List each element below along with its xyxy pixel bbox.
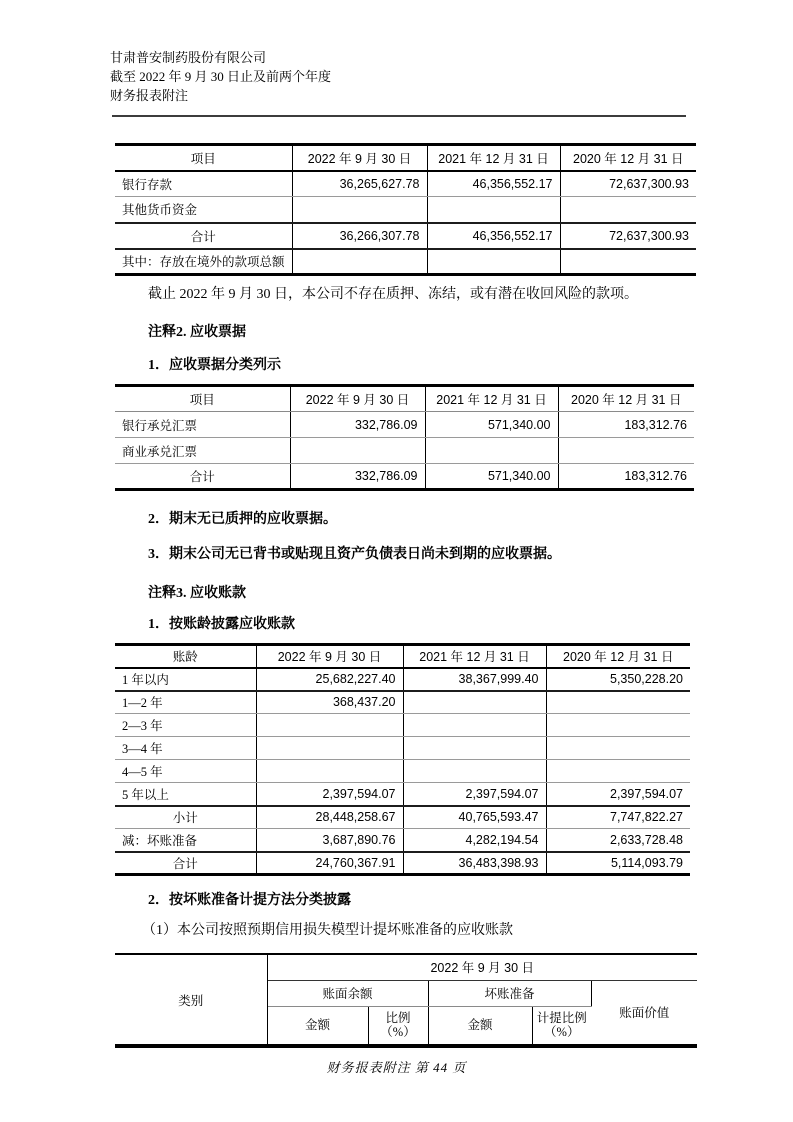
- table-row: [115, 829, 690, 852]
- col-header-aging: 账龄: [115, 645, 256, 668]
- amount-cell: 72,637,300.93: [560, 223, 696, 249]
- col-header-2020: 2020 年 12 月 31 日: [546, 645, 690, 668]
- amount-cell: [427, 249, 560, 275]
- amount-cell: [560, 197, 696, 223]
- amount-cell: [558, 438, 694, 464]
- note3-sub1: （1）本公司按照预期信用损失模型计提坏账准备的应收账款: [142, 923, 513, 938]
- amount-cell: 28,448,258.67: [256, 806, 403, 829]
- col-header-2021: 2021 年 12 月 31 日: [425, 386, 558, 412]
- table-row: [115, 737, 690, 760]
- col-header-category: 类别: [115, 954, 267, 1046]
- col-header-provision-ratio: 计提比例（%）: [536, 1011, 587, 1040]
- col-header-bad-debt: 坏账准备: [428, 980, 591, 1006]
- total-row: [115, 852, 690, 875]
- row-label: 其他货币资金: [115, 197, 292, 223]
- col-header-amount-1: 金额: [267, 1006, 368, 1046]
- amount-cell: 4,282,194.54: [403, 829, 546, 852]
- amount-cell: [560, 249, 696, 275]
- note2-title: 注释2. 应收票据: [148, 325, 246, 340]
- row-label: 小计: [115, 806, 256, 829]
- amount-cell: 571,340.00: [425, 464, 558, 490]
- table-header-row: [115, 386, 694, 412]
- amount-cell: 25,682,227.40: [256, 668, 403, 691]
- col-header-2020: 2020 年 12 月 31 日: [560, 145, 696, 171]
- amount-cell: 36,483,398.93: [403, 852, 546, 875]
- row-label: 合计: [115, 223, 292, 249]
- table-header-row: [115, 954, 697, 980]
- amount-cell: 183,312.76: [558, 412, 694, 438]
- amount-cell: 368,437.20: [256, 691, 403, 714]
- col-header-item: 项目: [115, 145, 292, 171]
- note3-item1: 1．按账龄披露应收账款: [148, 617, 295, 632]
- row-label: 5 年以上: [115, 783, 256, 806]
- row-label: 减：坏账准备: [115, 829, 256, 852]
- note2-item3: 3．期末公司无已背书或贴现且资产负债表日尚未到期的应收票据。: [148, 547, 561, 562]
- amount-cell: 5,114,093.79: [610, 855, 683, 870]
- amount-cell: 2,397,594.07: [256, 783, 403, 806]
- row-label: 银行承兑汇票: [115, 412, 290, 438]
- amount-cell: [256, 760, 403, 783]
- page-footer: 财务报表附注 第 44 页: [326, 1060, 467, 1075]
- amount-cell: 36,265,627.78: [292, 171, 427, 197]
- col-header-amount-2: 金额: [428, 1006, 532, 1046]
- table-row: [115, 714, 690, 737]
- note2-item1: 1．应收票据分类列示: [148, 358, 281, 373]
- amount-cell: 5,350,228.20: [546, 668, 690, 691]
- amount-cell: 183,312.76: [624, 469, 687, 483]
- row-label: 银行存款: [115, 171, 292, 197]
- amount-cell: [256, 714, 403, 737]
- amount-cell: 38,367,999.40: [403, 668, 546, 691]
- amount-cell: 46,356,552.17: [427, 223, 560, 249]
- subtotal-row: [115, 806, 690, 829]
- aging-table: [115, 643, 690, 876]
- cash-table: [115, 143, 696, 276]
- col-header-book-balance: 账面余额: [267, 980, 428, 1006]
- col-header-2022: 2022 年 9 月 30 日: [290, 386, 425, 412]
- amount-cell: 2,397,594.07: [403, 783, 546, 806]
- provision-method-table: [115, 953, 697, 1048]
- amount-cell: 72,637,300.93: [560, 171, 696, 197]
- row-label: 1—2 年: [115, 691, 256, 714]
- table-row: [115, 412, 694, 438]
- row-label: 4—5 年: [115, 760, 256, 783]
- table-row: [115, 249, 696, 275]
- total-row: [115, 464, 694, 490]
- amount-cell: [403, 760, 546, 783]
- row-label: 2—3 年: [115, 714, 256, 737]
- col-header-date-2022: 2022 年 9 月 30 日: [267, 954, 697, 980]
- amount-cell: [403, 737, 546, 760]
- table-header-row: [115, 145, 696, 171]
- row-label: 其中：存放在境外的款项总额: [115, 249, 292, 275]
- col-header-item: 项目: [115, 386, 290, 412]
- amount-cell: [403, 691, 546, 714]
- notes-receivable-table: [115, 384, 694, 491]
- amount-cell: 571,340.00: [425, 412, 558, 438]
- amount-cell: [256, 737, 403, 760]
- row-label: 合计: [115, 852, 256, 875]
- table-row: [115, 197, 696, 223]
- row-label: 商业承兑汇票: [115, 438, 290, 464]
- amount-cell: 24,760,367.91: [256, 852, 403, 875]
- amount-cell: [403, 714, 546, 737]
- amount-cell: 3,687,890.76: [256, 829, 403, 852]
- row-label: 合计: [115, 464, 290, 490]
- amount-cell: 7,747,822.27: [546, 806, 690, 829]
- amount-cell: [546, 691, 690, 714]
- col-header-2020: 2020 年 12 月 31 日: [558, 386, 694, 412]
- col-header-2022: 2022 年 9 月 30 日: [256, 645, 403, 668]
- amount-cell: 2,633,728.48: [546, 829, 690, 852]
- table-row: [115, 760, 690, 783]
- amount-cell: 36,266,307.78: [292, 223, 427, 249]
- doc-header: [110, 0, 793, 105]
- amount-cell: [290, 438, 425, 464]
- amount-cell: [427, 197, 560, 223]
- row-label: 1 年以内: [115, 668, 256, 691]
- amount-cell: [546, 760, 690, 783]
- table-row: [115, 668, 690, 691]
- note2-item2: 2．期末无已质押的应收票据。: [148, 512, 337, 527]
- table-row: [115, 171, 696, 197]
- amount-cell: 332,786.09: [290, 412, 425, 438]
- note3-item2: 2．按坏账准备计提方法分类披露: [148, 893, 351, 908]
- amount-cell: [292, 249, 427, 275]
- col-header-2021: 2021 年 12 月 31 日: [427, 145, 560, 171]
- table-row: [115, 691, 690, 714]
- table-row: [115, 438, 694, 464]
- col-header-2022: 2022 年 9 月 30 日: [292, 145, 427, 171]
- table-header-row: [115, 645, 690, 668]
- amount-cell: [546, 737, 690, 760]
- amount-cell: [425, 438, 558, 464]
- col-header-ratio-1: 比例（%）: [368, 1006, 428, 1046]
- report-period: 截至 2022 年 9 月 30 日止及前两个年度: [110, 69, 332, 84]
- doc-type: 财务报表附注: [110, 88, 189, 103]
- amount-cell: 332,786.09: [290, 464, 425, 490]
- header-divider: [112, 115, 686, 117]
- total-row: [115, 223, 696, 249]
- company-name: 甘肃普安制药股份有限公司: [110, 50, 267, 65]
- table-row: [115, 783, 690, 806]
- cash-remark: 截止 2022 年 9 月 30 日，本公司不存在质押、冻结，或有潜在收回风险的款项。: [148, 287, 638, 302]
- amount-cell: 46,356,552.17: [427, 171, 560, 197]
- amount-cell: [546, 714, 690, 737]
- amount-cell: 40,765,593.47: [403, 806, 546, 829]
- col-header-2021: 2021 年 12 月 31 日: [403, 645, 546, 668]
- amount-cell: [292, 197, 427, 223]
- row-label: 3—4 年: [115, 737, 256, 760]
- note3-title: 注释3. 应收账款: [148, 586, 246, 601]
- col-header-carrying-value: 账面价值: [619, 1006, 670, 1021]
- amount-cell: 2,397,594.07: [546, 783, 690, 806]
